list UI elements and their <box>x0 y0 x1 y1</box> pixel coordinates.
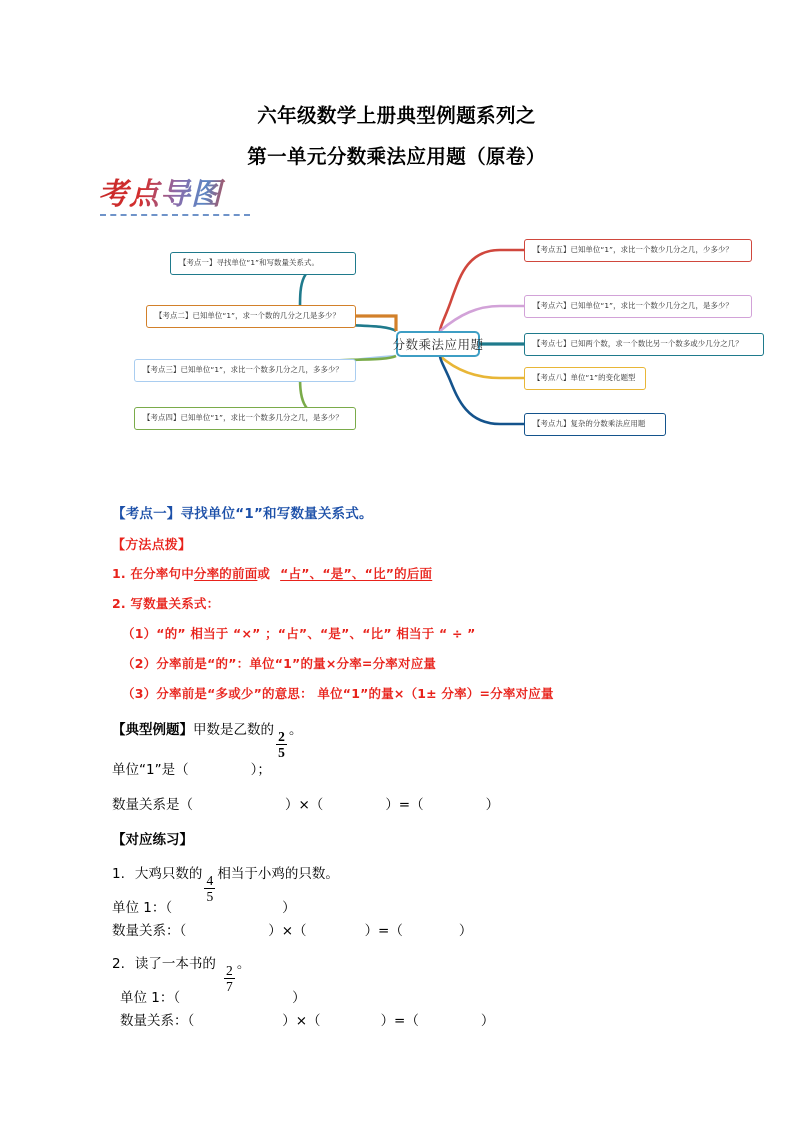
mindmap-node-kaodian-8[interactable] <box>524 367 646 390</box>
example-relation-c: ）=（ <box>385 797 424 813</box>
mindmap-center-label: 分数乘法应用题 <box>392 337 484 352</box>
practice-1-index: 1. <box>112 866 125 882</box>
mindmap-node-kaodian-5[interactable] <box>524 239 752 262</box>
mindmap-node-label: 【考点二】已知单位“1”，求一个数的几分之几是多少？ <box>155 311 340 321</box>
example-unit-label: 单位“1”是（ <box>112 762 189 778</box>
practice-1-unit-line <box>112 896 296 916</box>
fraction-numerator: 2 <box>226 963 233 979</box>
practice-1-relation-d: ） <box>458 923 473 939</box>
rule-1-underline-a: 分率的前面 <box>193 566 258 581</box>
example-text-before: 甲数是乙数的 <box>193 722 274 738</box>
practice-2-unit-close: ） <box>292 990 306 1006</box>
rule-line-2: 2. 写数量关系式： <box>112 596 220 611</box>
practice-1-relation-c: ）=（ <box>364 923 403 939</box>
practice-2-text-after: 。 <box>236 956 251 972</box>
practice-1-relation-b: ）×（ <box>268 923 307 939</box>
example-relation-a: 数量关系是（ <box>112 797 193 813</box>
connector-right-5 <box>440 250 524 331</box>
practice-1-text-before: 大鸡只数的 <box>134 866 203 882</box>
example-relation-b: ）×（ <box>285 797 324 813</box>
fraction-numerator: 2 <box>278 729 285 745</box>
mindmap-node-label: 【考点五】已知单位“1”，求比一个数少几分之几，少多少？ <box>533 245 733 255</box>
page-title-line-1: 六年级数学上册典型例题系列之 <box>257 104 536 127</box>
practice-1-unit-label: 单位 1：（ <box>112 900 173 916</box>
example-line <box>112 718 303 760</box>
mindmap-node-kaodian-3[interactable] <box>134 359 356 382</box>
mindmap-node-label: 【考点六】已知单位“1”，求比一个数少几分之几，是多少？ <box>533 301 733 311</box>
mindmap-node-kaodian-1[interactable] <box>170 252 356 275</box>
mindmap-node-label: 【考点三】已知单位“1”，求比一个数多几分之几，多多少？ <box>143 365 343 375</box>
mindmap-node-kaodian-7[interactable] <box>524 333 764 356</box>
section-logo-label: 考点导图 <box>98 178 258 212</box>
rule-item-2: （2）分率前是“的”：单位“1”的量×分率=分率对应量 <box>122 656 437 671</box>
practice-1-relation-a: 数量关系：（ <box>112 923 187 939</box>
mindmap-node-label: 【考点七】已知两个数，求一个数比另一个数多或少几分之几？ <box>533 339 743 349</box>
example-fraction <box>276 730 287 760</box>
connector-right-8 <box>440 356 524 378</box>
mindmap-node-kaodian-4[interactable] <box>134 407 356 430</box>
rule-1-prefix: 1. 在分率句中 <box>112 566 194 581</box>
practice-2-unit-label: 单位 1：（ <box>120 990 181 1006</box>
practice-1-text-after: 相当于小鸡的只数。 <box>217 866 339 882</box>
fraction-numerator: 4 <box>206 873 214 889</box>
mindmap-node-label: 【考点一】寻找单位“1”和写数量关系式。 <box>179 258 320 268</box>
rule-item-1: （1）“的” 相当于 “×” ；“占”、“是”、“比” 相当于 “ ÷ ” <box>122 626 476 641</box>
page-title-line-2: 第一单元分数乘法应用题（原卷） <box>247 145 546 168</box>
rule-item-3: （3）分率前是“多或少”的意思： 单位“1”的量×（1± 分率）=分率对应量 <box>122 686 554 701</box>
example-relation-d: ） <box>485 797 500 813</box>
practice-2-relation-a: 数量关系：（ <box>120 1013 195 1029</box>
practice-2-text-before: 读了一本书的 <box>134 956 216 972</box>
fraction-denominator: 5 <box>206 888 214 904</box>
fraction-denominator: 7 <box>226 978 233 994</box>
mindmap-node-label: 【考点九】复杂的分数乘法应用题 <box>533 419 646 429</box>
practice-2-unit-line <box>120 986 306 1006</box>
practice-heading: 【对应练习】 <box>112 832 193 848</box>
rule-line-1 <box>112 564 432 582</box>
mindmap-node-kaodian-9[interactable] <box>524 413 666 436</box>
connector-right-6 <box>440 306 524 331</box>
example-relation-line <box>112 793 499 813</box>
mindmap-node-kaodian-2[interactable] <box>146 305 356 328</box>
mindmap-node-label: 【考点四】已知单位“1”，求比一个数多几分之几，是多少？ <box>143 413 343 423</box>
rule-1-underline-b: “占”、“是”、“比”的后面 <box>280 566 433 581</box>
practice-2-relation-c: ）=（ <box>380 1013 419 1029</box>
practice-1-relation-line <box>112 919 472 939</box>
mindmap-node-kaodian-6[interactable] <box>524 295 752 318</box>
practice-1-unit-close: ） <box>282 900 296 916</box>
mindmap-node-label: 【考点八】单位“1”的变化题型 <box>533 373 636 383</box>
mindmap-center-node[interactable] <box>392 331 484 357</box>
section-logo <box>98 178 258 222</box>
example-text-after: 。 <box>289 722 303 738</box>
example-unit-close: ）； <box>250 762 271 778</box>
example-heading: 【典型例题】 <box>112 722 193 738</box>
example-unit-line <box>112 758 271 778</box>
practice-2-relation-b: ）×（ <box>282 1013 321 1029</box>
rule-1-mid: 或 <box>257 566 271 581</box>
practice-2-relation-line <box>120 1009 494 1029</box>
kaodian-one-heading: 【考点一】寻找单位“1”和写数量关系式。 <box>112 506 373 522</box>
method-heading: 【方法点拨】 <box>112 538 192 553</box>
fraction-denominator: 5 <box>278 744 285 760</box>
mindmap <box>0 228 793 463</box>
section-logo-underline <box>100 214 250 216</box>
practice-2-index: 2. <box>112 956 125 972</box>
practice-2-relation-d: ） <box>480 1013 495 1029</box>
